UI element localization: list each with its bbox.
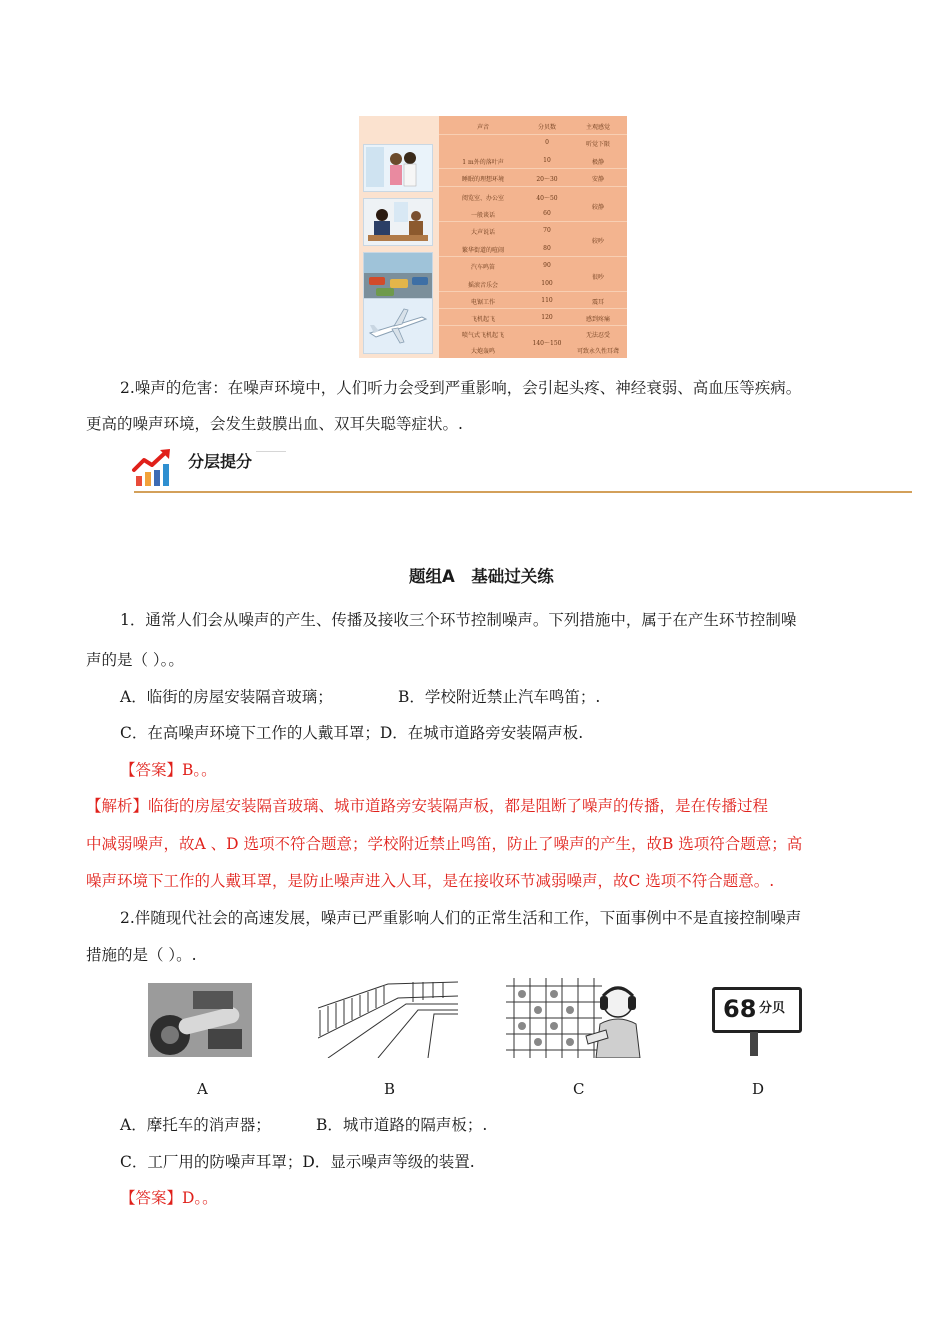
q2-answer: 【答案】D。。 <box>120 1189 218 1207</box>
banner-short-line <box>256 451 286 452</box>
sign-pole <box>750 1032 758 1056</box>
group-title: 题组A 基础过关练 <box>409 567 554 586</box>
header-db: 分贝数 <box>537 124 556 131</box>
airplane-illustration <box>363 298 433 354</box>
picture-label-d: D <box>752 1080 765 1098</box>
q1-stem-line2: 声的是（ ）。。 <box>86 651 184 669</box>
sign-number: 68 <box>723 995 757 1023</box>
q2-stem-line2: 措施的是（ ）。. <box>86 946 197 964</box>
header-sound: 声音 <box>476 124 489 131</box>
hazard-paragraph-line1: 2.噪声的危害：在噪声环境中，人们听力会受到严重影响，会引起头疼、神经衰弱、高血压等疾病。 <box>120 379 802 397</box>
picture-label-b: B <box>384 1080 396 1098</box>
q2-stem-line1: 2.伴随现代社会的高速发展，噪声已严重影响人们的正常生活和工作，下面事例中不是直接控制噪声 <box>120 909 802 927</box>
hazard-paragraph-line2: 更高的噪声环境，会发生鼓膜出血、双耳失聪等症状。. <box>86 415 463 433</box>
picture-label-a: A <box>197 1080 208 1098</box>
traffic-illustration <box>363 252 433 300</box>
header-feel: 主观感觉 <box>585 124 610 131</box>
bar-chart-arrow-icon <box>130 446 176 490</box>
figure-illustrations <box>359 116 439 358</box>
sign-board <box>712 987 802 1033</box>
motorcycle-muffler-image <box>148 983 252 1057</box>
q1-option-c-d: C．在高噪声环境下工作的人戴耳罩；D．在城市道路旁安装隔声板. <box>120 724 584 742</box>
q1-option-a: A．临街的房屋安装隔音玻璃； <box>120 688 333 706</box>
sign-unit: 分贝 <box>759 1001 786 1016</box>
noise-level-figure <box>359 116 627 358</box>
picture-label-c: C <box>573 1080 585 1098</box>
noise-level-table: 声音 分贝数 主观感觉 0 听觉下限 1 m外的落叶声 10 极静 睡眠的理想环境 20～30 安静 阅览室、办公室 40～50 较静 一般谈话 60 大声说话 70 较吵 繁华街道的喧闹 80 汽车鸣笛 90 很吵 摇滚音乐会 100 电锯工作 110 震耳 飞机起飞 120 感到疼痛 喷气式飞机起飞 无法忍受 140～150 大炮轰鸣 可致永久性耳聋 <box>439 116 627 358</box>
q2-option-b: B．城市道路的隔声板；. <box>316 1116 488 1134</box>
worker-earmuffs-image <box>506 978 642 1058</box>
q1-answer: 【答案】B。。 <box>120 761 217 779</box>
q1-option-b: B．学校附近禁止汽车鸣笛；. <box>398 688 601 706</box>
people-talking-illustration <box>363 144 433 192</box>
decibel-display-sign <box>706 983 808 1057</box>
q1-analysis-line3: 噪声环境下工作的人戴耳罩，是防止噪声进入人耳，是在接收环节减弱噪声，故C 选项不符合题意。. <box>86 872 775 890</box>
q1-analysis-line1: 【解析】临街的房屋安装隔音玻璃、城市道路旁安装隔声板，都是阻断了噪声的传播，是在传播过程 <box>86 797 769 815</box>
section-divider <box>134 491 912 493</box>
q1-analysis-line2: 中减弱噪声，故A 、D 选项不符合题意；学校附近禁止鸣笛，防止了噪声的产生，故B 选项符合题意；高 <box>86 835 803 853</box>
q1-stem-line1: 1．通常人们会从噪声的产生、传播及接收三个环节控制噪声。下列措施中，属于在产生环节控制噪 <box>120 611 797 629</box>
road-sound-barrier-image <box>318 978 458 1058</box>
office-conversation-illustration <box>363 198 433 246</box>
section-banner-title: 分层提分 <box>188 452 253 471</box>
q2-option-a: A．摩托车的消声器； <box>120 1116 271 1134</box>
q2-option-c-d: C．工厂用的防噪声耳罩；D．显示噪声等级的装置. <box>120 1153 475 1171</box>
